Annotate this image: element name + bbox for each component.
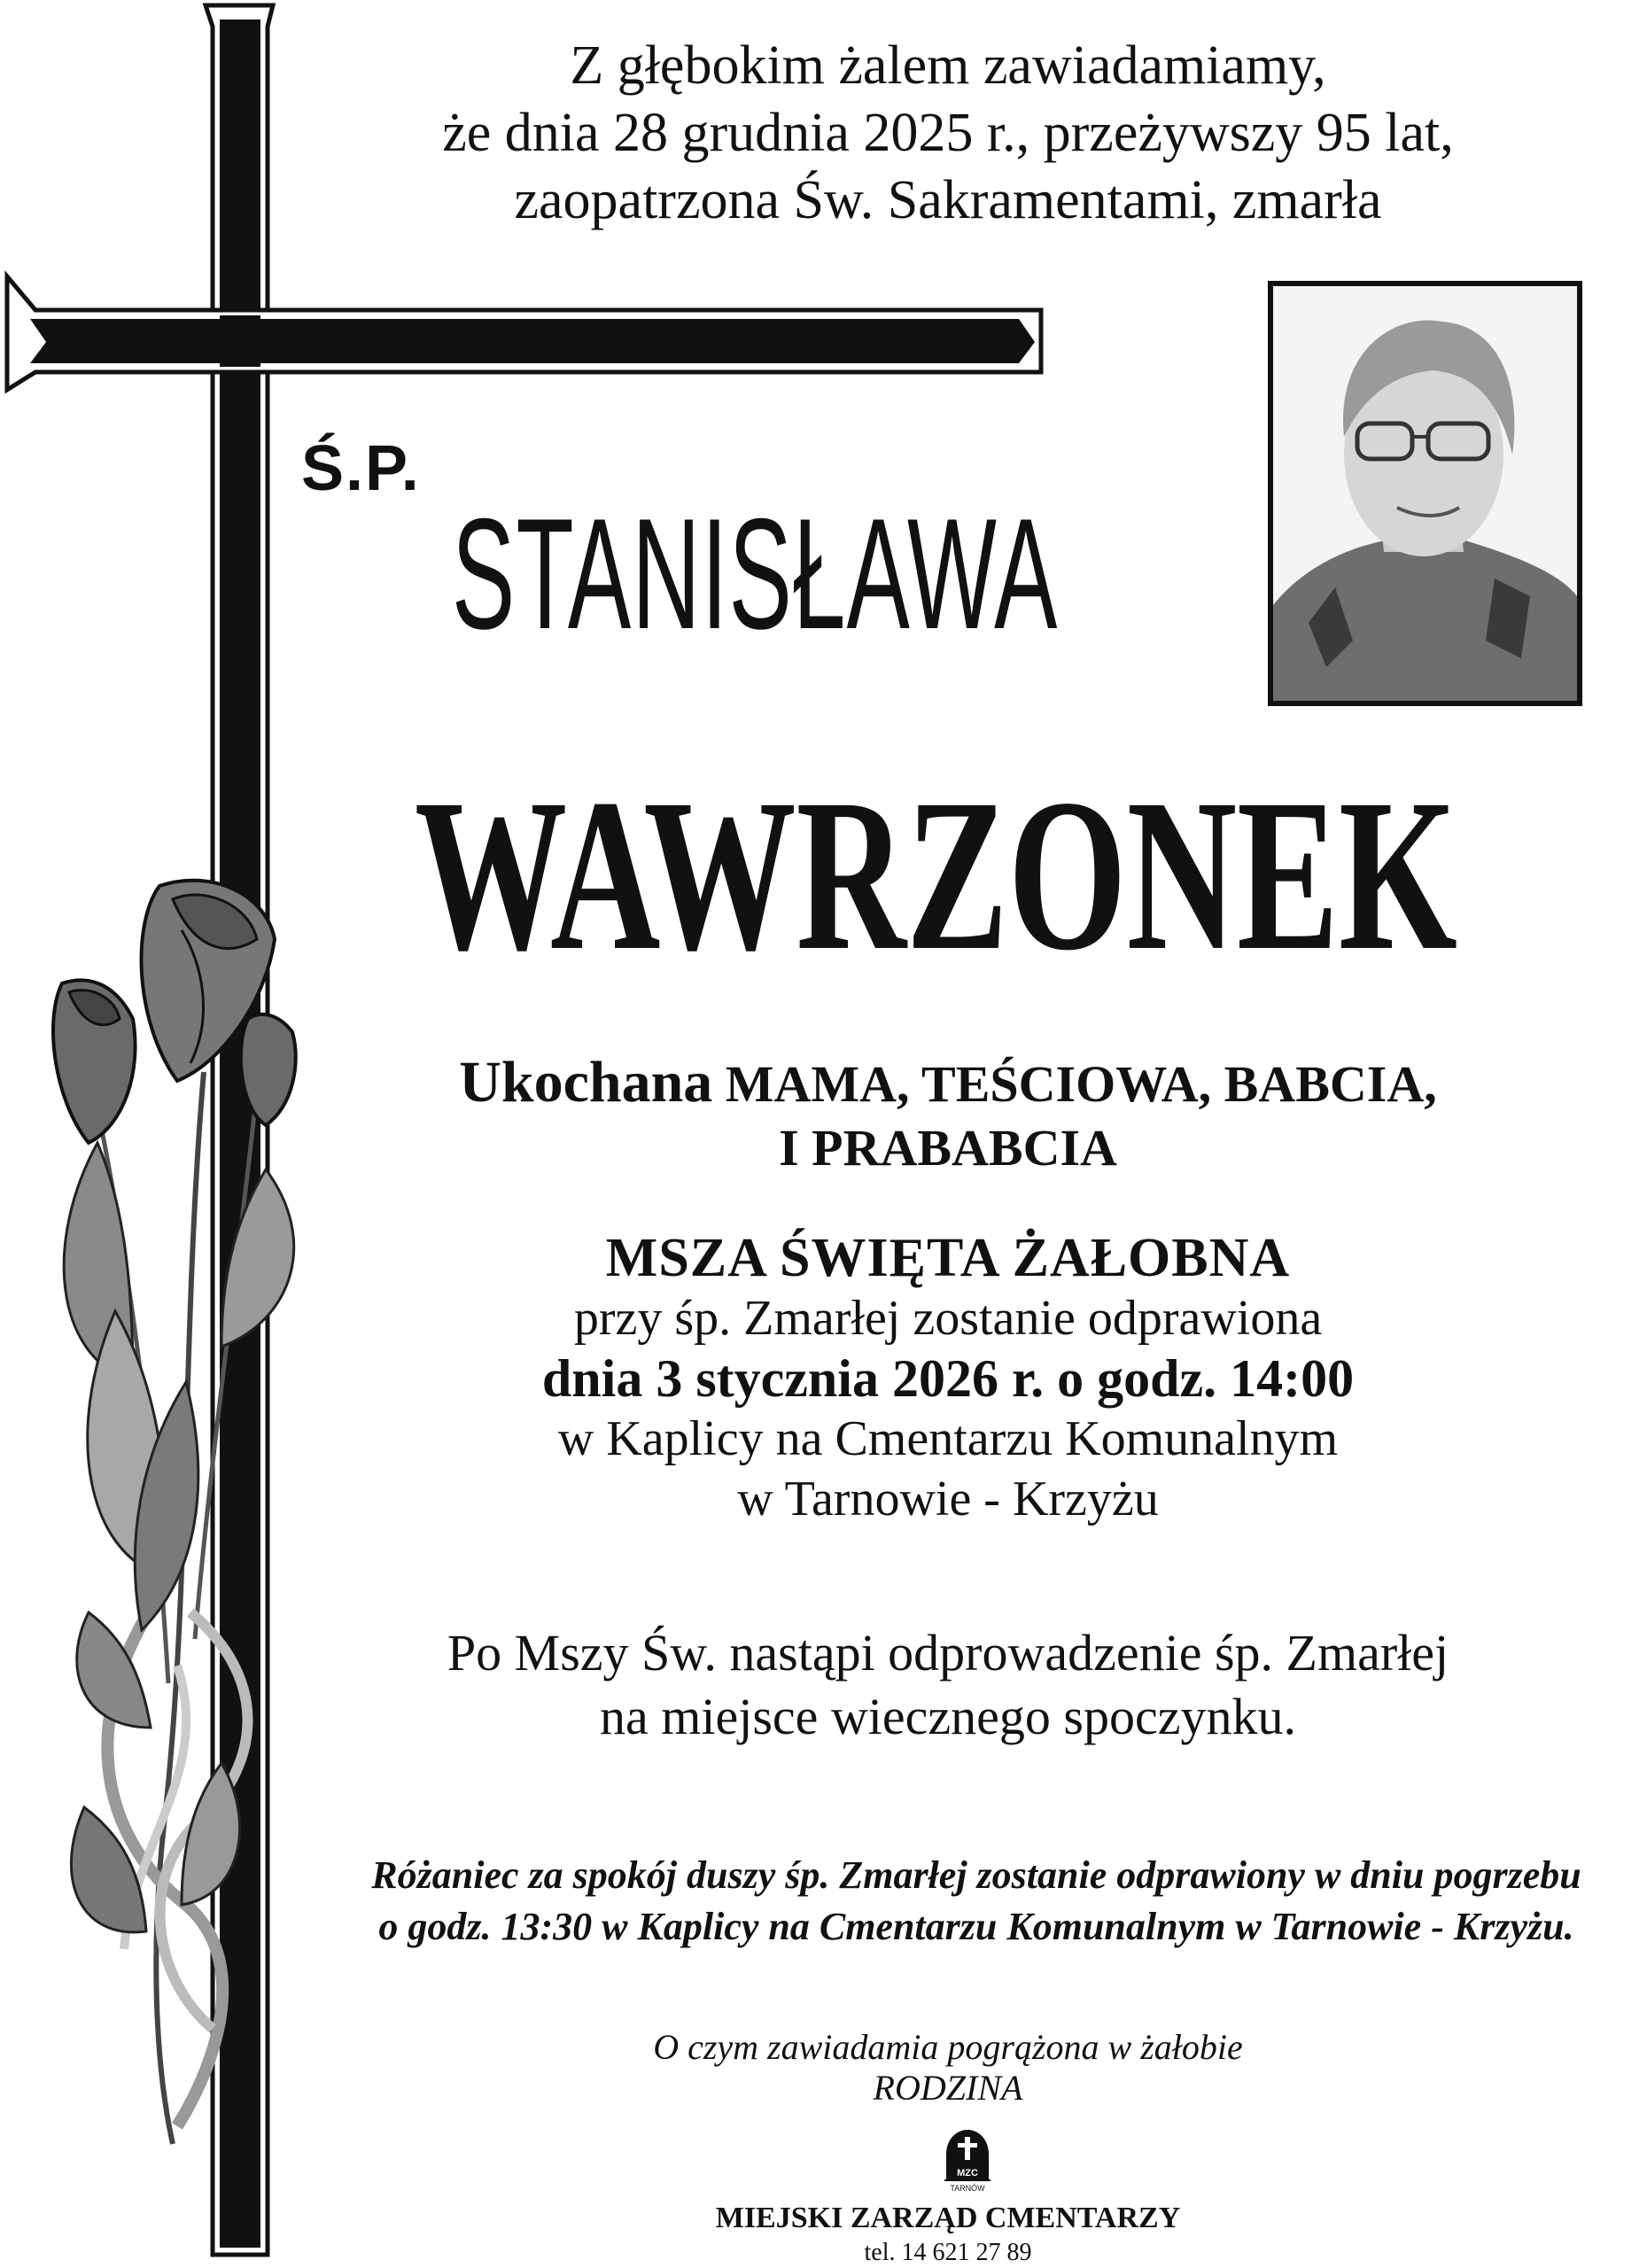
deceased-photo	[1268, 281, 1582, 706]
mass-title: MSZA ŚWIĘTA ŻAŁOBNA	[605, 1228, 1291, 1288]
mass-line-1: przy śp. Zmarłej zostanie odprawiona	[573, 1291, 1323, 1346]
funeral-mass-info	[425, 1228, 1471, 1529]
prefix-sp: Ś.P.	[301, 433, 421, 504]
relation-roles: MAMA, TEŚCIOWA, BABCIA,	[725, 1055, 1437, 1113]
intro-line-1: Z głębokim żalem zawiadamiamy,	[570, 35, 1326, 96]
after-mass-info	[425, 1621, 1471, 1749]
mass-date: dnia 3 stycznia 2026 r. o godz. 14:00	[541, 1349, 1355, 1408]
intro-line-2: że dnia 28 grudnia 2025 r., przeżywszy 95 lat,	[442, 103, 1454, 163]
organization-name: MIEJSKI ZARZĄD CMENTARZY	[715, 2202, 1181, 2234]
relation-line-2: I PRABABCIA	[779, 1119, 1117, 1177]
cemetery-logo-icon	[941, 2126, 994, 2195]
signoff-line-2: RODZINA	[873, 2068, 1023, 2108]
after-mass-line-2: na miejsce wiecznego spoczynku.	[600, 1688, 1296, 1745]
signoff-line-1: O czym zawiadamia pogrążona w żałobie	[653, 2027, 1243, 2067]
relation-line-1	[425, 1051, 1471, 1116]
portrait-icon	[1273, 286, 1577, 701]
relation-lead: Ukochana	[459, 1050, 713, 1115]
intro-line-3: zaopatrzona Św. Sakramentami, zmarła	[514, 170, 1382, 230]
organization-phone: tel. 14 621 27 89	[864, 2239, 1032, 2266]
announcement-intro	[425, 32, 1471, 234]
rosary-line-2: o godz. 13:30 w Kaplicy na Cmentarzu Komunalnym w Tarnowie - Krzyżu.	[378, 1905, 1574, 1948]
after-mass-line-1: Po Mszy Św. nastąpi odprowadzenie śp. Zmarłej	[447, 1624, 1449, 1682]
deceased-last-name: WAWRZONEK	[415, 755, 1457, 996]
logo-letters: MZC	[957, 2168, 978, 2179]
family-signoff	[425, 2027, 1471, 2109]
rosary-line-1: Różaniec za spokój duszy śp. Zmarłej zostanie odprawiony w dniu pogrzebu	[371, 1853, 1581, 1897]
mass-place-2: w Tarnowie - Krzyżu	[737, 1472, 1159, 1526]
deceased-first-name: STANISŁAWA	[452, 485, 1059, 662]
mass-place-1: w Kaplicy na Cmentarzu Komunalnym	[557, 1411, 1339, 1466]
logo-city: TARNÓW	[950, 2184, 985, 2193]
rosary-info	[312, 1850, 1641, 1953]
family-relation	[425, 1051, 1471, 1180]
